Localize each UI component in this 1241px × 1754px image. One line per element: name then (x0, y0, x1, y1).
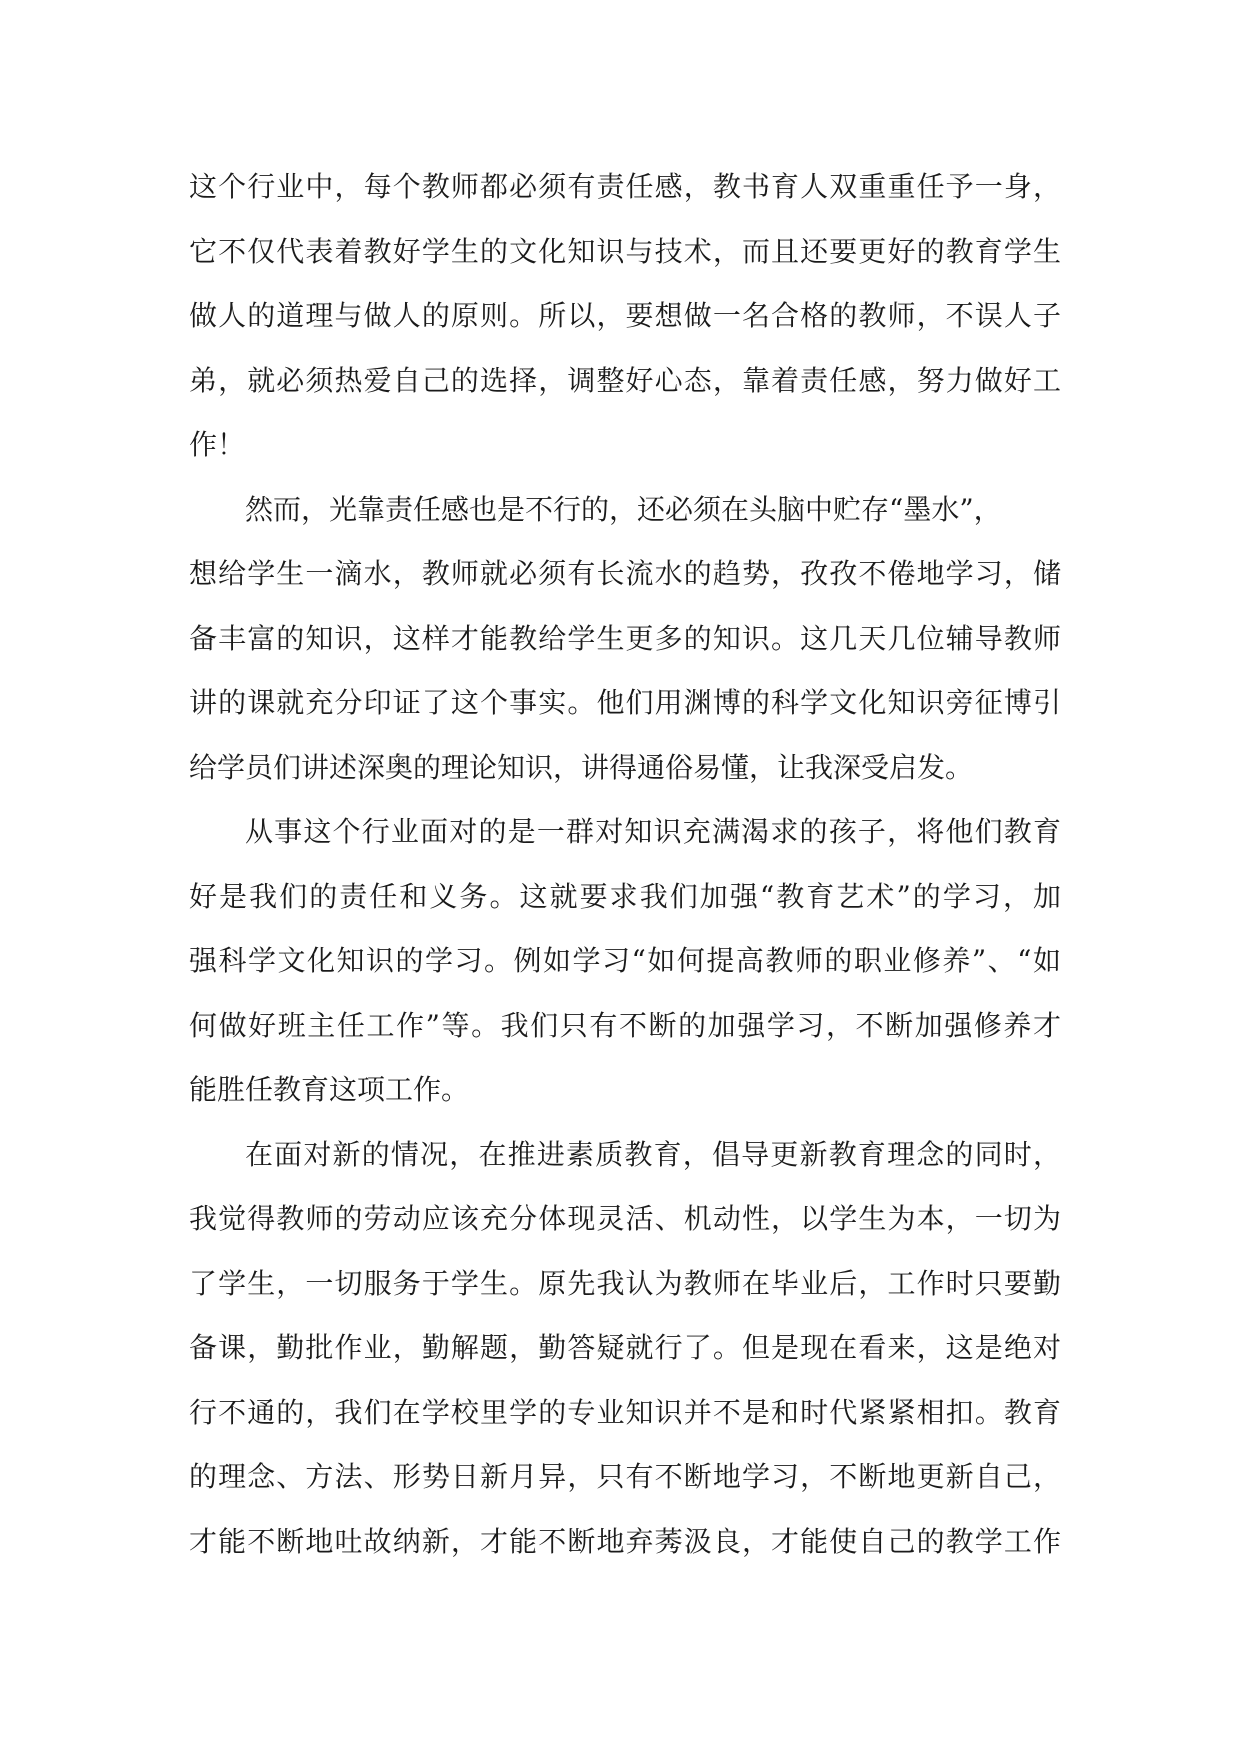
text-line: 才能不断地吐故纳新，才能不断地弃莠汲良，才能使自己的教学工作 (189, 1524, 1061, 1558)
text-line: 作！ (189, 428, 246, 461)
paragraph-3 (189, 800, 1061, 1123)
text-line: 在面对新的情况，在推进素质教育，倡导更新教育理念的同时， (245, 1137, 1061, 1171)
text-line: 行不通的，我们在学校里学的专业知识并不是和时代紧紧相扣。教育 (189, 1395, 1061, 1429)
text-line: 了学生，一切服务于学生。原先我认为教师在毕业后，工作时只要勤 (189, 1266, 1061, 1300)
text-line: 备课，勤批作业，勤解题，勤答疑就行了。但是现在看来，这是绝对 (189, 1331, 1061, 1364)
text-line: 我觉得教师的劳动应该充分体现灵活、机动性，以学生为本，一切为 (189, 1202, 1061, 1235)
text-line: 备丰富的知识，这样才能教给学生更多的知识。这几天几位辅导教师 (189, 621, 1061, 655)
body-text (189, 155, 1061, 1574)
text-line: 讲的课就充分印证了这个事实。他们用渊博的科学文化知识旁征博引 (189, 686, 1061, 719)
text-line: 弟，就必须热爱自己的选择，调整好心态，靠着责任感，努力做好工 (189, 363, 1061, 397)
text-line: 从事这个行业面对的是一群对知识充满渴求的孩子，将他们教育 (245, 815, 1061, 848)
text-line: 能胜任教育这项工作。 (189, 1073, 470, 1106)
text-line: 这个行业中，每个教师都必须有责任感，教书育人双重重任予一身， (189, 170, 1061, 203)
text-line: 的理念、方法、形势日新月异，只有不断地学习，不断地更新自己， (189, 1460, 1061, 1493)
text-line: 强科学文化知识的学习。例如学习“如何提高教师的职业修养”、“如 (189, 944, 1061, 977)
text-line: 想给学生一滴水，教师就必须有长流水的趋势，孜孜不倦地学习，储 (189, 557, 1061, 590)
text-line: 给学员们讲述深奥的理论知识，讲得通俗易懂，让我深受启发。 (189, 750, 974, 784)
paragraph-1 (189, 155, 1061, 478)
text-line: 然而，光靠责任感也是不行的，还必须在头脑中贮存“墨水”， (245, 492, 1002, 526)
text-line: 好是我们的责任和义务。这就要求我们加强“教育艺术”的学习，加 (189, 879, 1061, 913)
text-line: 它不仅代表着教好学生的文化知识与技术，而且还要更好的教育学生 (189, 234, 1061, 268)
paragraph-4 (189, 1123, 1061, 1575)
text-line: 何做好班主任工作”等。我们只有不断的加强学习，不断加强修养才 (189, 1008, 1061, 1042)
paragraph-2 (189, 478, 1061, 801)
text-line: 做人的道理与做人的原则。所以，要想做一名合格的教师，不误人子 (189, 299, 1061, 332)
